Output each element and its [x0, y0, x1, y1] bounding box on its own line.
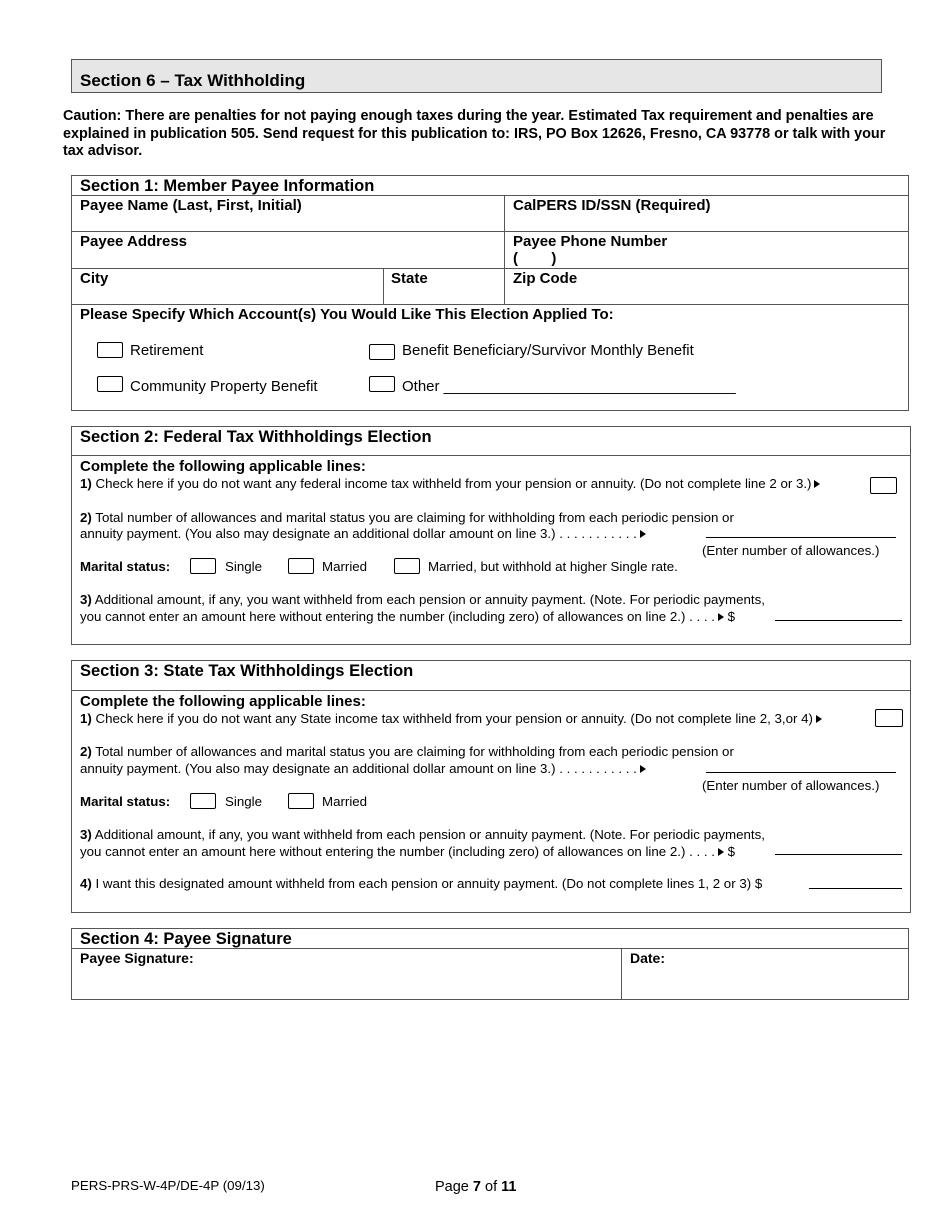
accounts-prompt: Please Specify Which Account(s) You Would Like This Election Applied To:: [80, 306, 614, 323]
divider: [71, 195, 909, 196]
divider: [71, 455, 911, 456]
divider: [383, 268, 384, 304]
caution-text: Caution: There are penalties for not paying enough taxes during the year. Estimated Tax requirement and penalties are explained in publication 505. Send request for this publication to: IRS, PO Box 12626, Fresno, CA 93778 or talk with your tax advisor.: [63, 108, 886, 159]
s3-enter-allowances: (Enter number of allowances.): [702, 778, 880, 793]
payee-signature-field[interactable]: [72, 966, 620, 999]
arrow-right-icon: [814, 480, 820, 488]
page-total: 11: [501, 1179, 517, 1195]
community-property-label: Community Property Benefit: [130, 378, 318, 395]
s3-single-label: Single: [225, 794, 262, 809]
s2-married-higher-checkbox[interactable]: [394, 558, 420, 574]
s3-designated-amount-line[interactable]: [809, 888, 902, 889]
s3-line3a: [80, 827, 765, 842]
s2-line3a: [80, 592, 765, 607]
divider: [71, 690, 911, 691]
zip-label: Zip Code: [513, 270, 578, 287]
payee-address-label: Payee Address: [80, 233, 188, 250]
page-word: Page: [435, 1179, 469, 1195]
s3-single-checkbox[interactable]: [190, 793, 216, 809]
date-label: Date:: [630, 950, 666, 966]
payee-phone-label: Payee Phone Number: [513, 233, 668, 250]
city-label: City: [80, 270, 109, 287]
s2-complete-lines: Complete the following applicable lines:: [80, 458, 366, 475]
s3-line1-text: Check here if you do not want any State income tax withheld from your pension or annuity. (Do not complete line 2, 3,or 4): [95, 711, 813, 726]
s2-line3-text-a: Additional amount, if any, you want withheld from each pension or annuity payment. (Note. For periodic payments,: [94, 592, 765, 607]
s2-line3b: [80, 609, 735, 624]
benefit-beneficiary-checkbox[interactable]: [369, 344, 395, 360]
payee-signature-label: Payee Signature:: [80, 950, 194, 966]
payee-name-label: Payee Name (Last, First, Initial): [80, 197, 302, 214]
s2-married-checkbox[interactable]: [288, 558, 314, 574]
of-word: of: [485, 1179, 498, 1195]
s3-marital-label: Marital status:: [80, 794, 171, 809]
divider: [71, 268, 909, 269]
other-label[interactable]: Other ___________________________________: [402, 378, 736, 395]
s2-single-checkbox[interactable]: [190, 558, 216, 574]
s3-line4-num: 4): [80, 876, 92, 891]
state-label: State: [391, 270, 428, 287]
arrow-right-icon: [640, 530, 646, 538]
s3-line2b: [80, 761, 646, 776]
s2-single-label: Single: [225, 559, 262, 574]
s3-line2a: [80, 744, 734, 759]
other-checkbox[interactable]: [369, 376, 395, 392]
arrow-right-icon: [640, 765, 646, 773]
s2-dollar-sign: $: [727, 609, 736, 624]
section1-title: Section 1: Member Payee Information: [80, 177, 375, 195]
section6-title: Section 6 – Tax Withholding: [80, 71, 306, 90]
s3-allowances-input-line[interactable]: [706, 772, 896, 773]
s3-line3-num: 3): [80, 827, 92, 842]
s2-no-federal-withholding-checkbox[interactable]: [870, 477, 897, 494]
s3-married-checkbox[interactable]: [288, 793, 314, 809]
s2-line3-text-b: you cannot enter an amount here without entering the number (including zero) of allowances on line 2.) . . . .: [80, 609, 715, 624]
s2-line3-num: 3): [80, 592, 92, 607]
benefit-beneficiary-label: Benefit Beneficiary/Survivor Monthly Benefit: [402, 342, 694, 359]
page-current: 7: [472, 1179, 481, 1195]
calpers-id-label: CalPERS ID/SSN (Required): [513, 197, 711, 214]
s2-line1-text: Check here if you do not want any federal income tax withheld from your pension or annuity. (Do not complete line 2 or 3.): [95, 476, 812, 491]
arrow-right-icon: [816, 715, 822, 723]
page-number: [435, 1179, 516, 1195]
arrow-right-icon: [718, 848, 724, 856]
s2-line2-text-a: Total number of allowances and marital status you are claiming for withholding from each periodic pension or: [95, 510, 734, 525]
s3-dollar-sign: $: [727, 844, 736, 859]
s3-line3-text-b: you cannot enter an amount here without entering the number (including zero) of allowances on line 2.) . . . .: [80, 844, 715, 859]
s2-allowances-input-line[interactable]: [706, 537, 896, 538]
s2-additional-amount-line[interactable]: [775, 620, 902, 621]
s3-line2-text-b: annuity payment. (You also may designate an additional dollar amount on line 3.) . . . . . . . . . . .: [80, 761, 637, 776]
s2-line2-text-b: annuity payment. (You also may designate an additional dollar amount on line 3.) . . . . . . . . . . .: [80, 526, 637, 541]
s3-line4-text: I want this designated amount withheld from each pension or annuity payment. (Do not complete lines 1, 2 or 3) $: [95, 876, 763, 891]
s3-line2-num: 2): [80, 744, 92, 759]
s2-married-label: Married: [322, 559, 368, 574]
s3-additional-amount-line[interactable]: [775, 854, 902, 855]
arrow-right-icon: [718, 613, 724, 621]
s3-line2-text-a: Total number of allowances and marital status you are claiming for withholding from each periodic pension or: [95, 744, 734, 759]
section6-header: [71, 59, 882, 93]
divider: [71, 231, 909, 232]
form-id: PERS-PRS-W-4P/DE-4P (09/13): [71, 1178, 265, 1193]
s3-line1-num: 1): [80, 711, 92, 726]
s2-married-higher-label: Married, but withhold at higher Single rate.: [428, 559, 678, 574]
divider: [504, 195, 505, 304]
divider: [71, 948, 909, 949]
s3-line3-text-a: Additional amount, if any, you want withheld from each pension or annuity payment. (Note. For periodic payments,: [94, 827, 765, 842]
section2-title: Section 2: Federal Tax Withholdings Election: [80, 428, 432, 446]
s2-enter-allowances: (Enter number of allowances.): [702, 543, 880, 558]
s3-line1: [80, 711, 822, 726]
s3-line3b: [80, 844, 735, 859]
date-field[interactable]: [622, 966, 908, 999]
divider: [71, 304, 909, 305]
s2-line1: [80, 476, 820, 491]
section4-title: Section 4: Payee Signature: [80, 930, 292, 948]
s3-married-label: Married: [322, 794, 368, 809]
s3-complete-lines: Complete the following applicable lines:: [80, 693, 366, 710]
phone-area-code: ( ): [513, 250, 557, 267]
s2-marital-label: Marital status:: [80, 559, 171, 574]
s2-line2b: [80, 526, 646, 541]
s3-line4: [80, 876, 762, 891]
s2-line2-num: 2): [80, 510, 92, 525]
community-property-checkbox[interactable]: [97, 376, 123, 392]
retirement-checkbox[interactable]: [97, 342, 123, 358]
s3-no-state-withholding-checkbox[interactable]: [875, 709, 903, 727]
s2-line1-num: 1): [80, 476, 92, 491]
section3-title: Section 3: State Tax Withholdings Election: [80, 662, 414, 680]
s2-line2a: [80, 510, 734, 525]
retirement-label: Retirement: [130, 342, 204, 359]
